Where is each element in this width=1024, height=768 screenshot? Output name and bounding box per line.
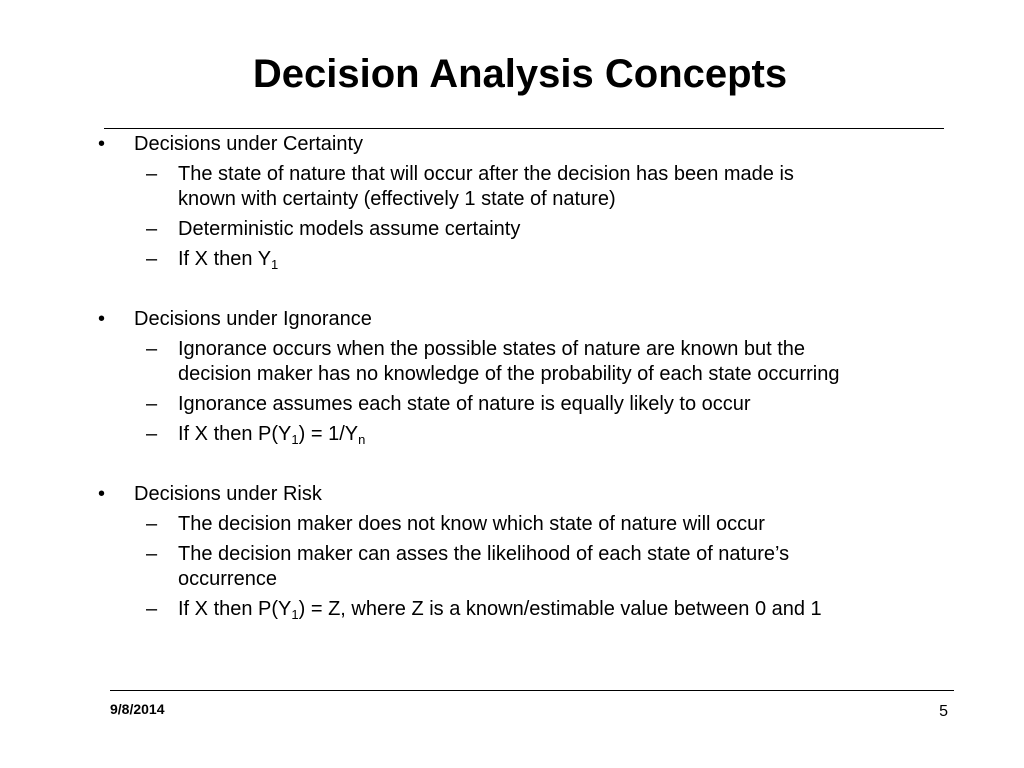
dash-icon: – xyxy=(146,598,158,620)
title-divider xyxy=(104,128,944,129)
section-heading: Decisions under Certainty xyxy=(134,133,363,155)
section-heading: Decisions under Ignorance xyxy=(134,308,372,330)
list-item-formula: If X then $P(Y_1) = Z$, where Z is a known/estimable value between 0 and 1 xyxy=(178,598,822,622)
dash-icon: – xyxy=(146,423,158,445)
list-item-text: The state of nature that will occur after the decision has been made is xyxy=(178,163,794,185)
list-item-text: The decision maker can asses the likelihood of each state of nature’s xyxy=(178,543,790,565)
bullet-icon: • xyxy=(98,483,106,505)
dash-icon: – xyxy=(146,163,158,185)
page-number: 5 xyxy=(939,703,948,720)
dash-icon: – xyxy=(146,393,158,415)
dash-icon: – xyxy=(146,218,158,240)
bullet-icon: • xyxy=(98,133,106,155)
section-heading: Decisions under Risk xyxy=(134,483,322,505)
list-item-formula: If X then $Y_1$ xyxy=(178,248,279,272)
list-item-text: The decision maker does not know which state of nature will occur xyxy=(178,513,765,535)
dash-icon: – xyxy=(146,513,158,535)
list-item-text: known with certainty (effectively 1 state of nature) xyxy=(178,188,616,210)
dash-icon: – xyxy=(146,543,158,565)
bullet-icon: • xyxy=(98,308,106,330)
list-item-formula: If X then $P(Y_1) = 1/Y_n$ xyxy=(178,423,366,447)
footer-divider xyxy=(110,690,954,691)
list-item-text: Ignorance assumes each state of nature is equally likely to occur xyxy=(178,393,751,415)
list-item-text: Deterministic models assume certainty xyxy=(178,218,521,240)
dash-icon: – xyxy=(146,248,158,270)
list-item-text: occurrence xyxy=(178,568,277,590)
dash-icon: – xyxy=(146,338,158,360)
list-item-text: decision maker has no knowledge of the probability of each state occurring xyxy=(178,363,840,385)
list-item-text: Ignorance occurs when the possible states of nature are known but the xyxy=(178,338,806,360)
slide-title: Decision Analysis Concepts xyxy=(252,52,788,96)
footer-date: 9/8/2014 xyxy=(110,701,165,717)
